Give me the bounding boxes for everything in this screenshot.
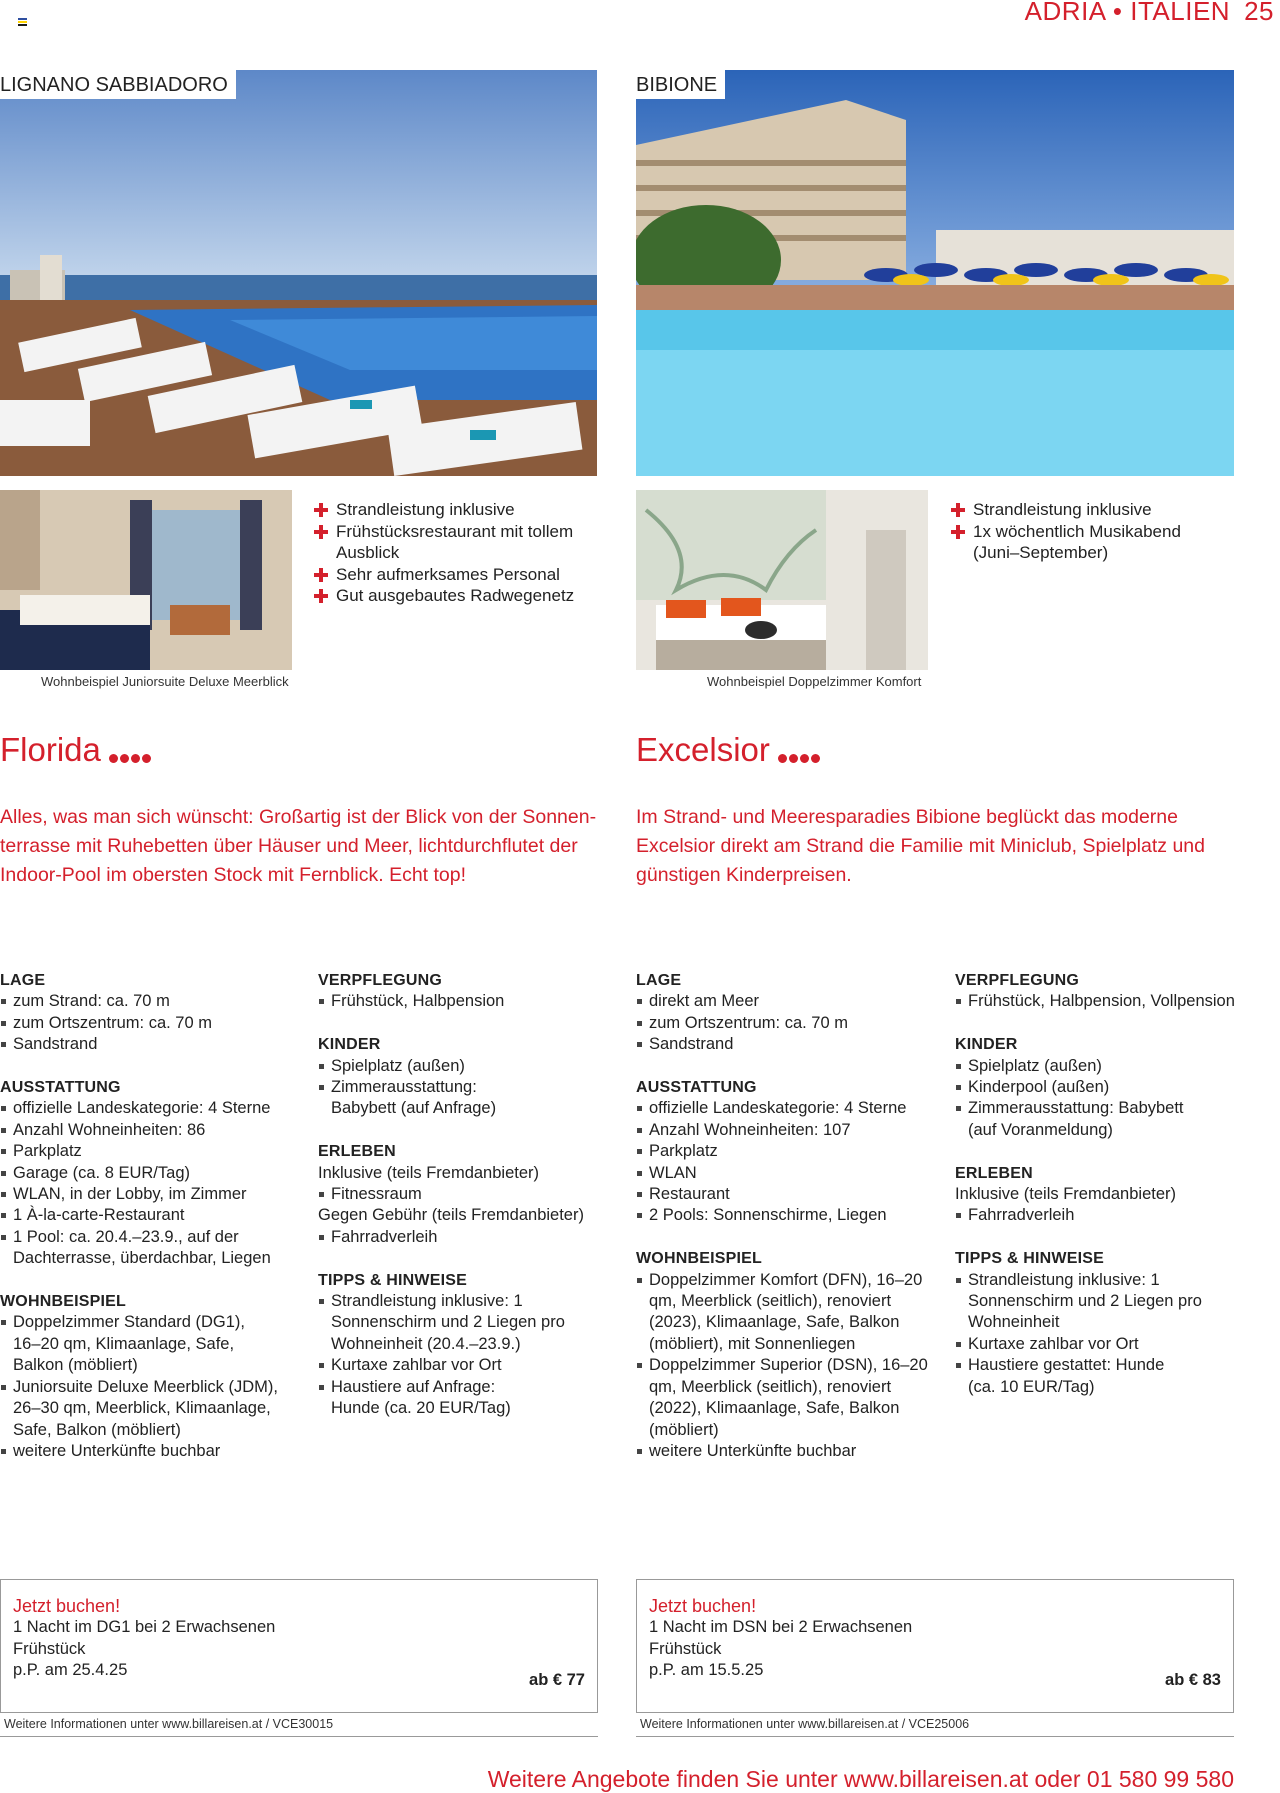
booking-line: 1 Nacht im DSN bei 2 Erwachsenen [649,1618,913,1637]
highlight-item: Sehr aufmerksames Personal [314,564,604,586]
location-label: BIBIONE [636,70,725,99]
list-item: Fahrradverleih [318,1227,608,1248]
more-info-row [636,1713,1234,1737]
section-title: KINDER [955,1036,1018,1054]
plus-icon [314,589,328,603]
location-label: LIGNANO SABBIADORO [0,70,236,99]
list-item: Haustiere gestattet: Hunde (ca. 10 EUR/Tag) [955,1355,1168,1398]
info-column [955,970,1245,1419]
more-info-row [0,1713,598,1737]
list-label: Inklusive (teils Fremdanbieter) [318,1163,539,1182]
list-item: offizielle Landeskategorie: 4 Sterne [636,1098,936,1119]
section-title: AUSSTATTUNG [0,1079,121,1097]
list-item: Fitnessraum [318,1184,608,1205]
page-number: 25 [1244,0,1274,26]
section-title: VERPFLEGUNG [318,972,442,989]
hotel-intro: Im Strand- und Meeresparadies Bibione beglückt das moderne Excelsior direkt am Strand die Familie mit Miniclub, Spielplatz und günstigen Kinderpreisen. [636,806,1205,886]
booking-price: ab € 83 [1165,1670,1221,1689]
list-item: zum Strand: ca. 70 m [0,991,300,1012]
list-item: Spielplatz (außen) [955,1056,1245,1077]
plus-icon [951,525,965,539]
erleben-list [318,1163,608,1249]
booking-box[interactable] [636,1579,1234,1713]
list-item: Zimmerausstattung: Babybett (auf Anfrage) [318,1077,531,1120]
room-photo-doppelzimmer [636,490,928,670]
booking-price: ab € 77 [529,1670,585,1689]
highlight-item: Strandleistung inklusive [314,499,604,521]
info-column [318,970,608,1441]
list-item: Frühstück, Halbpension, Vollpension [955,991,1245,1012]
list-item: Doppelzimmer Komfort (DFN), 16–20 qm, Meerblick (seitlich), renoviert (2023), Klimaanlage, Safe, Balkon (möbliert), mit Sonnenliegen [636,1270,934,1356]
list-item: Anzahl Wohneinheiten: 107 [636,1120,936,1141]
list-item: Anzahl Wohneinheiten: 86 [0,1120,300,1141]
wohnbeispiel-list [0,1312,300,1462]
rating-dots [109,733,153,771]
hotel-photo-rooftop-pool [0,70,597,476]
kinder-list [318,1056,608,1120]
ausstattung-list [636,1098,936,1226]
booking-line: p.P. am 15.5.25 [649,1661,764,1680]
room-caption: Wohnbeispiel Doppelzimmer Komfort [707,674,922,689]
list-item: Zimmerausstattung: Babybett (auf Voranmeldung) [955,1098,1208,1141]
kinder-list [955,1056,1245,1142]
list-item: Strandleistung inklusive: 1 Sonnenschirm und 2 Liegen pro Wohneinheit [955,1270,1208,1334]
list-item: Parkplatz [0,1141,300,1162]
ausstattung-list [0,1098,300,1269]
flag-icon [18,18,27,26]
section-title: WOHNBEISPIEL [0,1293,126,1311]
info-column [0,970,300,1484]
list-item: 1 Pool: ca. 20.4.–23.9., auf der Dachterrasse, überdachbar, Liegen [0,1227,273,1270]
list-item: Juniorsuite Deluxe Meerblick (JDM), 26–30 qm, Meerblick, Klimaanlage, Safe, Balkon (möbliert) [0,1377,293,1441]
booking-line: 1 Nacht im DG1 bei 2 Erwachsenen [13,1618,276,1637]
highlights-list [314,499,604,607]
highlight-item: Strandleistung inklusive [951,499,1241,521]
list-item: Kurtaxe zahlbar vor Ort [955,1334,1245,1355]
list-item: Parkplatz [636,1141,936,1162]
list-label: Gegen Gebühr (teils Fremdanbieter) [318,1206,584,1225]
section-title: ERLEBEN [318,1143,396,1161]
list-item: Kinderpool (außen) [955,1077,1245,1098]
list-item: 1 À-la-carte-Restaurant [0,1205,300,1226]
section-title: LAGE [636,972,682,989]
list-item: Kurtaxe zahlbar vor Ort [318,1355,608,1376]
section-title: TIPPS & HINWEISE [955,1250,1104,1268]
verpflegung-list [318,991,608,1012]
info-column [636,970,936,1484]
section-title: TIPPS & HINWEISE [318,1271,467,1289]
section-title: LAGE [0,972,46,989]
list-item: zum Ortszentrum: ca. 70 m [0,1013,300,1034]
list-item: Doppelzimmer Superior (DSN), 16–20 qm, Meerblick (seitlich), renoviert (2022), Klimaanlage, Safe, Balkon (möbliert) [636,1355,934,1441]
verpflegung-list [955,991,1245,1012]
list-label: Inklusive (teils Fremdanbieter) [955,1185,1176,1204]
more-info-link[interactable]: Weitere Informationen unter www.billareisen.at / VCE25006 [640,1717,970,1731]
region-title: ADRIA • ITALIEN [1024,0,1231,26]
hotel-name: Excelsior [636,731,822,771]
plus-icon [314,568,328,582]
booking-line: Frühstück [13,1639,86,1658]
list-item: WLAN, in der Lobby, im Zimmer [0,1184,300,1205]
hotel-name: Florida [0,731,153,771]
list-item: 2 Pools: Sonnenschirme, Liegen [636,1205,936,1226]
list-item: Garage (ca. 8 EUR/Tag) [0,1163,300,1184]
section-title: WOHNBEISPIEL [636,1250,762,1268]
list-item: Fahrradverleih [955,1205,1245,1226]
highlight-item: 1x wöchentlich Musikabend (Juni–September) [951,521,1203,564]
tipps-list [955,1270,1245,1398]
highlight-item: Frühstücksrestaurant mit tollem Ausblick [314,521,604,564]
booking-line: Frühstück [649,1639,722,1658]
plus-icon [314,525,328,539]
hotel-photo-pool [636,70,1234,476]
list-item: Sandstrand [0,1034,300,1055]
list-item: Doppelzimmer Standard (DG1), 16–20 qm, Klimaanlage, Safe, Balkon (möbliert) [0,1312,258,1376]
highlights-list [951,499,1241,564]
booking-cta[interactable]: Jetzt buchen! [13,1596,121,1616]
page-header [1025,0,1274,27]
room-caption: Wohnbeispiel Juniorsuite Deluxe Meerblick [41,674,289,689]
lage-list [0,991,300,1055]
rating-dots [778,733,822,771]
highlight-item: Gut ausgebautes Radwegenetz [314,585,604,607]
list-item: WLAN [636,1163,936,1184]
list-item: Haustiere auf Anfrage: Hunde (ca. 20 EUR/Tag) [318,1377,541,1420]
list-item: offizielle Landeskategorie: 4 Sterne [0,1098,300,1119]
hotel-intro: Alles, was man sich wünscht: Großartig ist der Blick von der Sonnen-terrasse mit Ruhebetten über Häuser und Meer, lichtdurchflutet der Indoor-Pool im obersten Stock mit Fernblick. Echt top! [0,806,597,886]
list-item: Restaurant [636,1184,936,1205]
list-item: Strandleistung inklusive: 1 Sonnenschirm und 2 Liegen pro Wohneinheit (20.4.–23.9.) [318,1291,571,1355]
wohnbeispiel-list [636,1270,936,1463]
more-info-link[interactable]: Weitere Informationen unter www.billareisen.at / VCE30015 [4,1717,334,1731]
section-title: KINDER [318,1036,381,1054]
booking-line: p.P. am 25.4.25 [13,1661,128,1680]
booking-box[interactable] [0,1579,598,1713]
section-title: AUSSTATTUNG [636,1079,757,1097]
room-photo-juniorsuite [0,490,292,670]
plus-icon [314,503,328,517]
section-title: ERLEBEN [955,1164,1033,1182]
list-item: Spielplatz (außen) [318,1056,608,1077]
list-item: weitere Unterkünfte buchbar [636,1441,936,1462]
list-item: weitere Unterkünfte buchbar [0,1441,300,1462]
plus-icon [951,503,965,517]
booking-cta[interactable]: Jetzt buchen! [649,1596,757,1616]
list-item: Frühstück, Halbpension [318,991,608,1012]
list-item: Sandstrand [636,1034,936,1055]
erleben-list [955,1184,1245,1227]
list-item: zum Ortszentrum: ca. 70 m [636,1013,936,1034]
list-item: direkt am Meer [636,991,936,1012]
tipps-list [318,1291,608,1419]
footer-cta[interactable]: Weitere Angebote finden Sie unter www.billareisen.at oder 01 580 99 580 [487,1766,1234,1792]
section-title: VERPFLEGUNG [955,972,1079,989]
lage-list [636,991,936,1055]
